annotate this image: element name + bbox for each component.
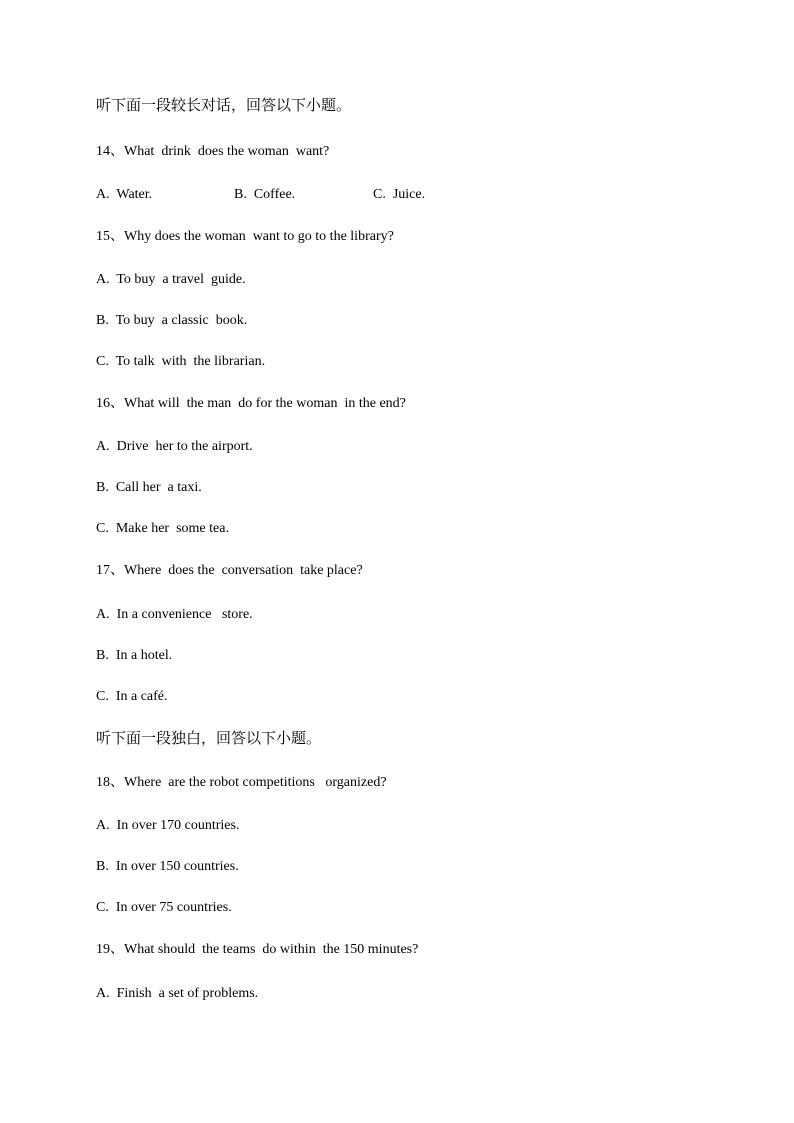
question-14: 14、What drink does the woman want? [96, 144, 330, 159]
section-heading-dialogue: 听下面一段较长对话，回答以下小题。 [96, 96, 352, 114]
option-18-c: C. In over 75 countries. [96, 900, 232, 915]
option-16-b: B. Call her a taxi. [96, 480, 202, 495]
section-heading-monologue: 听下面一段独白，回答以下小题。 [96, 729, 322, 747]
option-14-b: B. Coffee. [234, 187, 296, 202]
option-14-a: A. Water. [96, 187, 153, 202]
option-15-c: C. To talk with the librarian. [96, 354, 266, 369]
option-16-a: A. Drive her to the airport. [96, 439, 253, 454]
question-18: 18、Where are the robot competitions organized? [96, 775, 387, 790]
option-19-a: A. Finish a set of problems. [96, 986, 259, 1001]
option-17-b: B. In a hotel. [96, 648, 173, 663]
option-18-b: B. In over 150 countries. [96, 859, 239, 874]
question-15: 15、Why does the woman want to go to the library? [96, 229, 394, 244]
option-14-c: C. Juice. [373, 187, 426, 202]
question-16: 16、What will the man do for the woman in the end? [96, 396, 406, 411]
option-17-c: C. In a café. [96, 689, 168, 704]
option-15-b: B. To buy a classic book. [96, 313, 248, 328]
option-15-a: A. To buy a travel guide. [96, 272, 246, 287]
option-16-c: C. Make her some tea. [96, 521, 229, 536]
options-row-14 [96, 187, 696, 203]
question-19: 19、What should the teams do within the 150 minutes? [96, 942, 419, 957]
option-17-a: A. In a convenience store. [96, 607, 253, 622]
option-18-a: A. In over 170 countries. [96, 818, 240, 833]
question-17: 17、Where does the conversation take place? [96, 563, 363, 578]
